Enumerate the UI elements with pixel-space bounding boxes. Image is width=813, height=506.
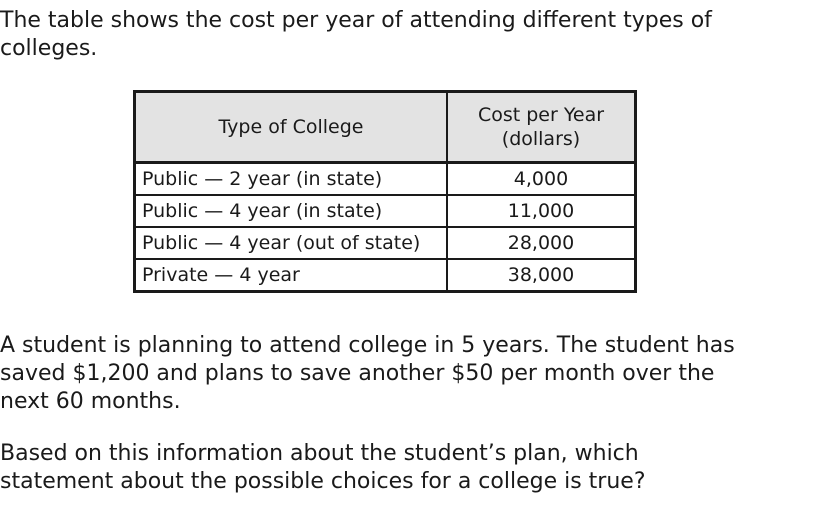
table-row	[135, 195, 635, 227]
college-cost-cell: 28,000	[447, 227, 635, 259]
header-type-of-college: Type of College	[135, 92, 447, 163]
header-cost-per-year: Cost per Year (dollars)	[447, 92, 635, 163]
college-cost-cell: 11,000	[447, 195, 635, 227]
college-type-cell: Public — 4 year (in state)	[135, 195, 447, 227]
intro-text: The table shows the cost per year of attending different types of colleges.	[0, 8, 712, 61]
college-cost-cell: 38,000	[447, 259, 635, 291]
table-row	[135, 227, 635, 259]
table-header-row	[135, 92, 635, 163]
college-cost-cell: 4,000	[447, 163, 635, 196]
college-cost-table	[134, 91, 636, 292]
table-row	[135, 259, 635, 291]
college-type-cell: Private — 4 year	[135, 259, 447, 291]
scenario-text: A student is planning to attend college in 5 years. The student has saved $1,200 and plans to save another $50 per month over the next 60 months.	[0, 333, 735, 414]
table-row	[135, 163, 635, 196]
question-text: Based on this information about the student’s plan, which statement about the possible choices for a college is true?	[0, 441, 646, 494]
college-type-cell: Public — 2 year (in state)	[135, 163, 447, 196]
college-type-cell: Public — 4 year (out of state)	[135, 227, 447, 259]
